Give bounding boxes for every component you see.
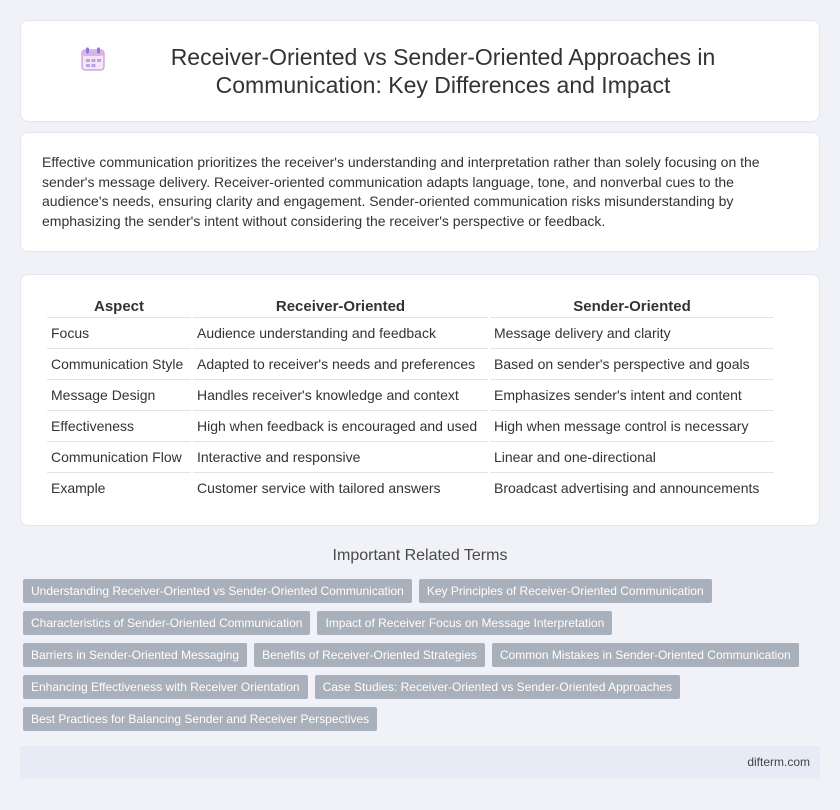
- table-row: [47, 317, 774, 348]
- cell-aspect: Effectiveness: [47, 410, 191, 441]
- cell-aspect: Message Design: [47, 379, 191, 410]
- cell-receiver: Handles receiver's knowledge and context: [193, 379, 488, 410]
- cell-receiver: High when feedback is encouraged and used: [193, 410, 488, 441]
- cell-receiver: Interactive and responsive: [193, 441, 488, 472]
- header-receiver-oriented: Receiver-Oriented: [275, 297, 406, 315]
- related-terms-list: [23, 579, 823, 731]
- cell-aspect: Example: [47, 472, 191, 503]
- related-term-tag[interactable]: Common Mistakes in Sender-Oriented Communication: [492, 643, 799, 667]
- related-term-tag[interactable]: Case Studies: Receiver-Oriented vs Sender-Oriented Approaches: [315, 675, 681, 699]
- cell-sender: Based on sender's perspective and goals: [490, 348, 774, 379]
- cell-aspect: Focus: [47, 317, 191, 348]
- table-row: [47, 441, 774, 472]
- table-row: [47, 472, 774, 503]
- related-term-tag[interactable]: Key Principles of Receiver-Oriented Communication: [419, 579, 712, 603]
- cell-sender: Message delivery and clarity: [490, 317, 774, 348]
- related-term-tag[interactable]: Characteristics of Sender-Oriented Communication: [23, 611, 310, 635]
- table-row: [47, 348, 774, 379]
- title-wrap: [80, 43, 760, 99]
- cell-receiver: Adapted to receiver's needs and preferences: [193, 348, 488, 379]
- table-header-row: [47, 295, 774, 317]
- footer-site-link[interactable]: difterm.com: [747, 755, 810, 769]
- comparison-table: [45, 295, 776, 503]
- calendar-icon: [80, 46, 106, 72]
- cell-aspect: Communication Style: [47, 348, 191, 379]
- table-row: [47, 379, 774, 410]
- related-term-tag[interactable]: Barriers in Sender-Oriented Messaging: [23, 643, 247, 667]
- related-term-tag[interactable]: Enhancing Effectiveness with Receiver Orientation: [23, 675, 308, 699]
- header-aspect: Aspect: [93, 297, 145, 315]
- cell-sender: Linear and one-directional: [490, 441, 774, 472]
- cell-receiver: Audience understanding and feedback: [193, 317, 488, 348]
- related-term-tag[interactable]: Understanding Receiver-Oriented vs Sender-Oriented Communication: [23, 579, 412, 603]
- cell-receiver: Customer service with tailored answers: [193, 472, 488, 503]
- related-term-tag[interactable]: Impact of Receiver Focus on Message Interpretation: [317, 611, 612, 635]
- related-term-tag[interactable]: Best Practices for Balancing Sender and Receiver Perspectives: [23, 707, 377, 731]
- page-title: Receiver-Oriented vs Sender-Oriented Approaches in Communication: Key Differences and Impact: [170, 44, 716, 98]
- cell-sender: Emphasizes sender's intent and content: [490, 379, 774, 410]
- table-row: [47, 410, 774, 441]
- intro-card: [20, 132, 820, 252]
- cell-aspect: Communication Flow: [47, 441, 191, 472]
- comparison-card: [20, 274, 820, 526]
- header-sender-oriented: Sender-Oriented: [573, 297, 691, 315]
- cell-sender: Broadcast advertising and announcements: [490, 472, 774, 503]
- related-term-tag[interactable]: Benefits of Receiver-Oriented Strategies: [254, 643, 485, 667]
- related-terms-heading: Important Related Terms: [332, 547, 508, 564]
- title-card: [20, 20, 820, 122]
- cell-sender: High when message control is necessary: [490, 410, 774, 441]
- intro-paragraph: Effective communication prioritizes the receiver's understanding and interpretation rather than solely focusing on the sender's message delivery. Receiver-oriented communication adapts language, tone, and nonverbal cues to the audience's needs, ensuring clarity and engagement. Sender-oriented communication risks misunderstanding by emphasizing the sender's intent without considering the receiver's perspective or feedback.: [42, 154, 760, 229]
- footer: [20, 746, 820, 779]
